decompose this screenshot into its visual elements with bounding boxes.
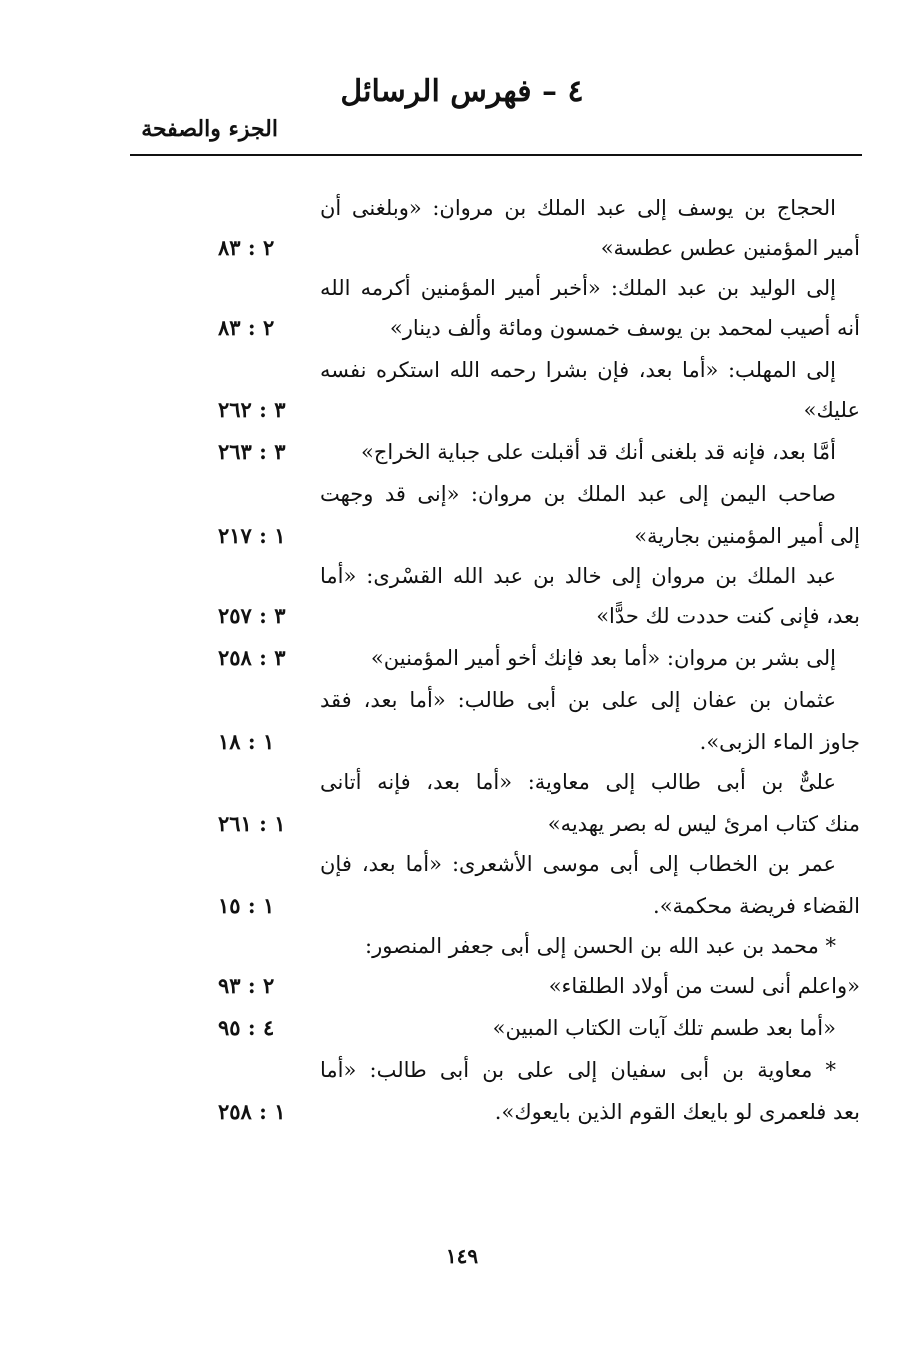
- index-ref: ٣ : ٢٦٣: [218, 439, 286, 464]
- index-ref: ٣ : ٢٦٢: [218, 397, 286, 422]
- index-line: إلى الوليد بن عبد الملك: «أخبر أمير المؤمنين أكرمه الله: [320, 276, 836, 300]
- page-title: ٤ – فهرس الرسائل: [340, 74, 584, 109]
- index-ref: [218, 1052, 308, 1088]
- index-line: علىٌّ بن أبى طالب إلى معاوية: «أما بعد، فإنه أتانى: [320, 770, 836, 794]
- index-ref: ٢ : ٨٣: [218, 315, 275, 340]
- index-ref: [218, 846, 308, 882]
- index-line: إلى أمير المؤمنين بجارية»: [634, 524, 860, 548]
- index-ref: [218, 190, 308, 226]
- index-ref: ١ : ٢١٧: [218, 523, 286, 548]
- index-line: عثمان بن عفان إلى على بن أبى طالب: «أما بعد، فقد: [320, 688, 836, 712]
- index-line: جاوز الماء الزبى».: [699, 730, 860, 754]
- index-ref: [218, 352, 308, 388]
- index-line: * محمد بن عبد الله بن الحسن إلى أبى جعفر المنصور:: [365, 934, 836, 958]
- index-ref: ٣ : ٢٥٧: [218, 603, 286, 628]
- index-line: «أما بعد طسم تلك آيات الكتاب المبين»: [492, 1016, 836, 1040]
- index-ref: [218, 558, 308, 594]
- index-line: إلى بشر بن مروان: «أما بعد فإنك أخو أمير المؤمنين»: [370, 646, 836, 670]
- index-line: أمَّا بعد، فإنه قد بلغنى أنك قد أقبلت على جباية الخراج»: [360, 440, 836, 464]
- index-line: صاحب اليمن إلى عبد الملك بن مروان: «إنى قد وجهت: [320, 482, 836, 506]
- index-ref: ١ : ٢٥٨: [218, 1099, 286, 1124]
- index-ref: [218, 270, 308, 306]
- index-line: بعد فلعمرى لو بايعك القوم الذين بايعوك».: [494, 1100, 860, 1124]
- index-line: عليك»: [803, 398, 860, 422]
- index-ref: ١ : ١٥: [218, 893, 275, 918]
- index-ref: ١ : ٢٦١: [218, 811, 286, 836]
- page-number: ١٤٩: [445, 1244, 479, 1268]
- index-ref: ١ : ١٨: [218, 729, 275, 754]
- index-ref: ٤ : ٩٥: [218, 1015, 275, 1040]
- index-ref: [218, 928, 308, 964]
- index-ref: [218, 476, 308, 512]
- index-line: بعد، فإنى كنت حددت لك حدًّا»: [596, 604, 860, 628]
- index-line: عبد الملك بن مروان إلى خالد بن عبد الله القسْرى: «أما: [320, 564, 836, 588]
- index-ref: [218, 764, 308, 800]
- index-line: منك كتاب امرئ ليس له بصر يهديه»: [547, 812, 860, 836]
- header-rule: [130, 154, 862, 156]
- index-line: * معاوية بن أبى سفيان إلى على بن أبى طالب: «أما: [320, 1058, 836, 1082]
- index-line: الحجاج بن يوسف إلى عبد الملك بن مروان: «وبلغنى أن: [320, 196, 836, 220]
- index-line: أنه أصيب لمحمد بن يوسف خمسون ومائة وألف دينار»: [389, 316, 860, 340]
- index-line: إلى المهلب: «أما بعد، فإن بشرا رحمه الله استكره نفسه: [320, 358, 836, 382]
- index-ref: ٢ : ٩٣: [218, 973, 275, 998]
- column-heading: الجزء والصفحة: [141, 116, 278, 142]
- index-ref: ٣ : ٢٥٨: [218, 645, 286, 670]
- index-line: القضاء فريضة محكمة».: [653, 894, 860, 918]
- index-line: عمر بن الخطاب إلى أبى موسى الأشعرى: «أما بعد، فإن: [320, 852, 836, 876]
- index-line: أمير المؤمنين عطس عطسة»: [600, 236, 860, 260]
- index-ref: ٢ : ٨٣: [218, 235, 275, 260]
- index-ref: [218, 682, 308, 718]
- index-line: «واعلم أنى لست من أولاد الطلقاء»: [548, 974, 860, 998]
